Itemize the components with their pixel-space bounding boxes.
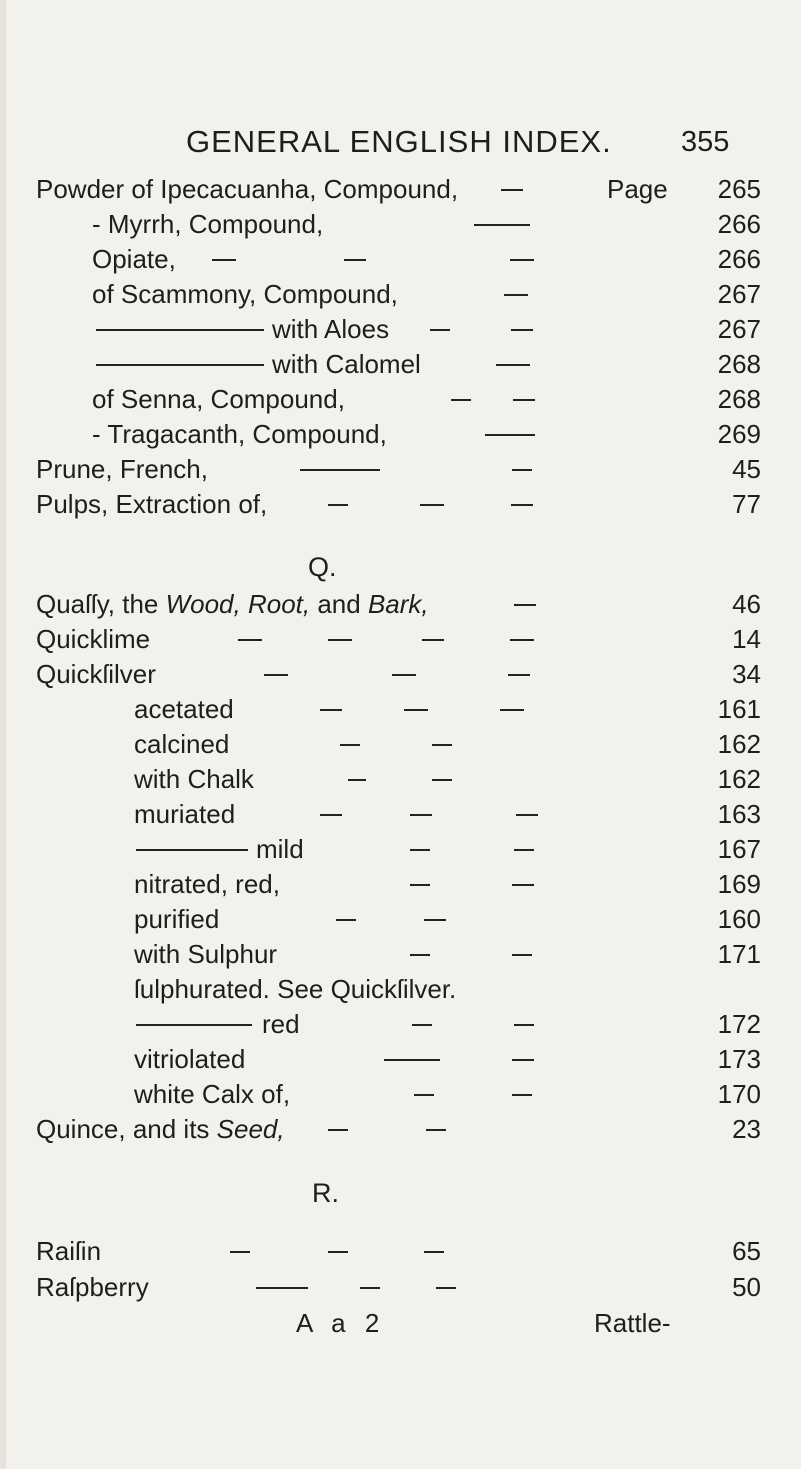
entry-text: with Calomel bbox=[272, 349, 421, 379]
dash-leader bbox=[432, 779, 452, 781]
dash-leader bbox=[430, 329, 450, 331]
entry-page: 266 bbox=[717, 244, 761, 274]
entry-page: 173 bbox=[717, 1044, 761, 1074]
entry-page: 160 bbox=[717, 904, 761, 934]
index-entry bbox=[0, 242, 801, 276]
dash-leader bbox=[404, 709, 428, 711]
dash-leader bbox=[511, 504, 533, 506]
dash-leader bbox=[410, 849, 430, 851]
index-entry bbox=[0, 277, 801, 311]
dash-leader bbox=[328, 504, 348, 506]
entry-page: 161 bbox=[717, 694, 761, 724]
entry-text: of Scammony, Compound, bbox=[92, 279, 398, 309]
dash-leader bbox=[320, 814, 342, 816]
entry-page: 169 bbox=[717, 869, 761, 899]
entry-page: 268 bbox=[717, 384, 761, 414]
entry-text: Quince, and its Seed, bbox=[36, 1114, 285, 1144]
index-entry bbox=[0, 1112, 801, 1146]
dash-leader bbox=[512, 1059, 534, 1061]
entry-page: 268 bbox=[717, 349, 761, 379]
dash-leader bbox=[410, 884, 430, 886]
entry-text: Pulps, Extraction of, bbox=[36, 489, 268, 519]
entry-text: Prune, French, bbox=[36, 454, 208, 484]
index-entry bbox=[0, 1270, 801, 1304]
index-entry bbox=[0, 727, 801, 761]
signature-mark: A a 2 bbox=[296, 1308, 386, 1338]
entry-text: with Chalk bbox=[134, 764, 254, 794]
index-entry bbox=[0, 207, 801, 241]
entry-text: with Sulphur bbox=[134, 939, 278, 969]
index-entry bbox=[0, 452, 801, 486]
entry-text: Powder of Ipecacuanha, Compound, bbox=[36, 174, 459, 204]
dash-leader bbox=[504, 294, 528, 296]
index-entry bbox=[0, 692, 801, 726]
dash-leader bbox=[410, 814, 432, 816]
index-entry bbox=[0, 797, 801, 831]
entry-text: white Calx of, bbox=[134, 1079, 291, 1109]
entry-page: 267 bbox=[717, 314, 761, 344]
entry-page: 23 bbox=[732, 1114, 761, 1144]
dash-leader bbox=[420, 504, 444, 506]
entry-page: 266 bbox=[717, 209, 761, 239]
entry-text: mild bbox=[256, 834, 304, 864]
index-entry bbox=[0, 867, 801, 901]
entry-text: Quickſilver bbox=[36, 659, 156, 689]
dash-leader bbox=[264, 674, 288, 676]
dash-leader bbox=[344, 259, 366, 261]
dash-leader bbox=[230, 1251, 250, 1253]
dash-leader bbox=[340, 744, 360, 746]
dash-leader bbox=[300, 469, 380, 471]
entry-text: of Senna, Compound, bbox=[92, 384, 345, 414]
dash-leader bbox=[412, 1024, 432, 1026]
ditto-rule bbox=[136, 1024, 252, 1026]
dash-leader bbox=[485, 434, 535, 436]
entry-text: nitrated, red, bbox=[134, 869, 280, 899]
page-label: Page bbox=[607, 174, 668, 204]
entry-page: 265 bbox=[717, 174, 761, 204]
running-header bbox=[0, 124, 801, 164]
dash-leader bbox=[501, 189, 523, 191]
index-entry bbox=[0, 1007, 801, 1041]
dash-leader bbox=[451, 399, 471, 401]
dash-leader bbox=[212, 259, 236, 261]
dash-leader bbox=[414, 1094, 434, 1096]
entry-page: 65 bbox=[732, 1236, 761, 1266]
index-entry bbox=[0, 657, 801, 691]
dash-leader bbox=[426, 1129, 446, 1131]
dash-leader bbox=[238, 639, 262, 641]
ditto-rule bbox=[136, 849, 248, 851]
dash-leader bbox=[328, 1251, 348, 1253]
index-entry bbox=[0, 1077, 801, 1111]
dash-leader bbox=[512, 469, 532, 471]
entry-text: acetated bbox=[134, 694, 234, 724]
ditto-rule bbox=[96, 364, 264, 366]
dash-leader bbox=[328, 1129, 348, 1131]
dash-leader bbox=[424, 919, 446, 921]
dash-leader bbox=[320, 709, 342, 711]
entry-page: 46 bbox=[732, 589, 761, 619]
header-page-number: 355 bbox=[681, 126, 730, 158]
section-q-letter: Q. bbox=[308, 552, 337, 582]
entry-page: 162 bbox=[717, 764, 761, 794]
index-entry bbox=[0, 622, 801, 656]
entry-page: 34 bbox=[732, 659, 761, 689]
section-r-letter: R. bbox=[312, 1178, 339, 1208]
index-entry bbox=[0, 347, 801, 381]
entry-text: Quicklime bbox=[36, 624, 151, 654]
index-entry bbox=[0, 762, 801, 796]
entry-text: vitriolated bbox=[134, 1044, 246, 1074]
dash-leader bbox=[432, 744, 452, 746]
entry-text: calcined bbox=[134, 729, 230, 759]
dash-leader bbox=[511, 329, 533, 331]
entry-page: 269 bbox=[717, 419, 761, 449]
dash-leader bbox=[256, 1287, 308, 1289]
entry-page: 162 bbox=[717, 729, 761, 759]
dash-leader bbox=[474, 224, 530, 226]
dash-leader bbox=[514, 1024, 534, 1026]
entry-text: Raiſin bbox=[36, 1236, 102, 1266]
entry-text: Quaſſy, the Wood, Root, and Bark, bbox=[36, 589, 429, 619]
entry-text: red bbox=[262, 1009, 300, 1039]
entry-page: 172 bbox=[717, 1009, 761, 1039]
dash-leader bbox=[510, 639, 534, 641]
catchword: Rattle- bbox=[594, 1308, 671, 1338]
entry-text: muriated bbox=[134, 799, 236, 829]
dash-leader bbox=[513, 399, 535, 401]
dash-leader bbox=[500, 709, 524, 711]
index-entry bbox=[0, 417, 801, 451]
entry-text: purified bbox=[134, 904, 220, 934]
index-entry bbox=[0, 587, 801, 621]
index-entry bbox=[0, 487, 801, 521]
dash-leader bbox=[348, 779, 366, 781]
dash-leader bbox=[514, 849, 534, 851]
dash-leader bbox=[360, 1287, 380, 1289]
dash-leader bbox=[384, 1059, 440, 1061]
dash-leader bbox=[336, 919, 356, 921]
entry-page: 50 bbox=[732, 1272, 761, 1302]
dash-leader bbox=[328, 639, 352, 641]
dash-leader bbox=[392, 674, 416, 676]
index-entry bbox=[0, 172, 801, 206]
entry-text: Opiate, bbox=[92, 244, 176, 274]
dash-leader bbox=[508, 674, 530, 676]
entry-page: 171 bbox=[717, 939, 761, 969]
dash-leader bbox=[512, 1094, 532, 1096]
entry-text: ſulphurated. See Quickſilver. bbox=[134, 974, 457, 1004]
entry-page: 167 bbox=[717, 834, 761, 864]
header-title: GENERAL ENGLISH INDEX. bbox=[186, 124, 612, 159]
index-entry bbox=[0, 937, 801, 971]
entry-page: 170 bbox=[717, 1079, 761, 1109]
page-footer bbox=[0, 1308, 801, 1342]
index-entry bbox=[0, 902, 801, 936]
index-entry bbox=[0, 832, 801, 866]
entry-text: - Myrrh, Compound, bbox=[92, 209, 324, 239]
entry-page: 14 bbox=[732, 624, 761, 654]
entry-page: 267 bbox=[717, 279, 761, 309]
entry-text: - Tragacanth, Compound, bbox=[92, 419, 387, 449]
entry-text: Raſpberry bbox=[36, 1272, 149, 1302]
dash-leader bbox=[512, 954, 532, 956]
dash-leader bbox=[410, 954, 430, 956]
index-entry bbox=[0, 382, 801, 416]
entry-page: 45 bbox=[732, 454, 761, 484]
entry-page: 77 bbox=[732, 489, 761, 519]
dash-leader bbox=[422, 639, 444, 641]
index-entry bbox=[0, 1042, 801, 1076]
index-entry bbox=[0, 1234, 801, 1268]
entry-text: with Aloes bbox=[272, 314, 390, 344]
dash-leader bbox=[512, 884, 534, 886]
dash-leader bbox=[510, 259, 534, 261]
dash-leader bbox=[436, 1287, 456, 1289]
dash-leader bbox=[514, 604, 536, 606]
dash-leader bbox=[516, 814, 538, 816]
index-entry bbox=[0, 972, 801, 1006]
ditto-rule bbox=[96, 329, 264, 331]
dash-leader bbox=[424, 1251, 444, 1253]
dash-leader bbox=[496, 364, 530, 366]
index-entry bbox=[0, 312, 801, 346]
entry-page: 163 bbox=[717, 799, 761, 829]
